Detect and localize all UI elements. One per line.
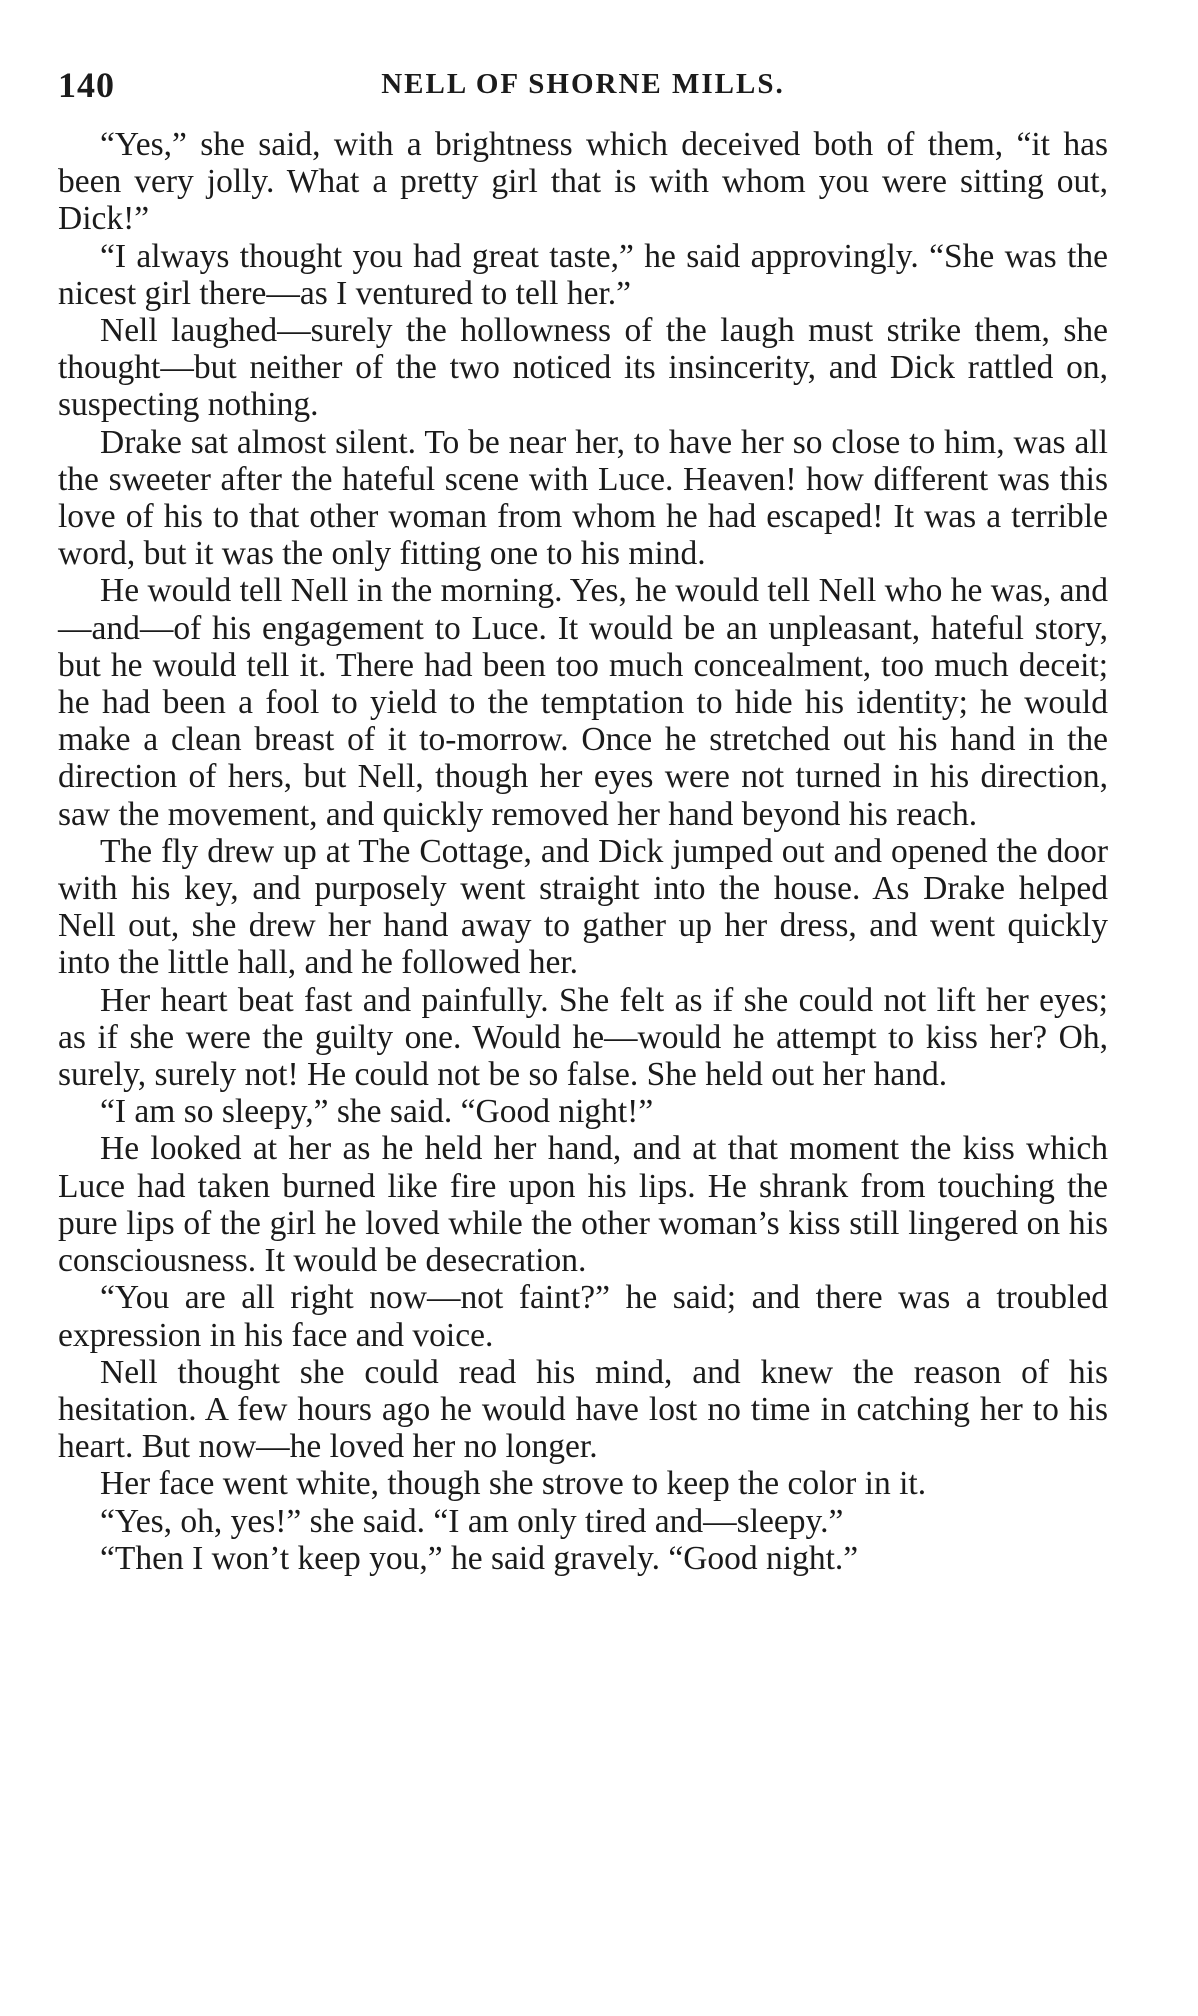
paragraph: “Yes, oh, yes!” she said. “I am only tired and—sleepy.” <box>100 1502 844 1540</box>
paragraph: Nell laughed—surely the hollowness of the laugh must strike them, she thought—but neither of the two noticed its insincerity, and Dick rattled on, suspecting nothing. <box>58 312 1108 424</box>
paragraph: He would tell Nell in the morning. Yes, he would tell Nell who he was, and—and—of his engagement to Luce. It would be an unpleasant, hateful story, but he would tell it. There had been too much concealment, too much deceit; he had been a fool to yield to the temptation to hide his identity; he would make a clean breast of it to-morrow. Once he stretched out his hand in the direction of hers, but Nell, though her eyes were not turned in his direction, saw the movement, and quickly removed her hand beyond his reach. <box>58 572 1108 833</box>
paragraph: “Yes,” she said, with a brightness which deceived both of them, “it has been very jolly. What a pretty girl that is with whom you were sitting out, Dick!” <box>58 126 1108 238</box>
paragraph: The fly drew up at The Cottage, and Dick jumped out and opened the door with his key, and purposely went straight into the house. As Drake helped Nell out, she drew her hand away to gather up her dress, and went quickly into the little hall, and he followed her. <box>58 832 1108 982</box>
paragraph: “I am so sleepy,” she said. “Good night!” <box>100 1093 654 1131</box>
paragraph: He looked at her as he held her hand, and at that moment the kiss which Luce had taken burned like fire upon his lips. He shrank from touching the pure lips of the girl he loved while the other woman’s kiss still lingered on his consciousness. It would be desecration. <box>58 1130 1108 1280</box>
paragraph: “I always thought you had great taste,” he said approvingly. “She was the nicest girl there—as I ventured to tell her.” <box>58 237 1108 312</box>
book-page <box>58 58 1108 1577</box>
body-text <box>58 126 1108 1577</box>
paragraph: “You are all right now—not faint?” he said; and there was a troubled expression in his face and voice. <box>58 1279 1108 1354</box>
page-number: 140 <box>58 65 115 105</box>
running-head <box>58 58 1108 118</box>
paragraph: Drake sat almost silent. To be near her, to have her so close to him, was all the sweeter after the hateful scene with Luce. Heaven! how different was this love of his to that other woman from whom he had escaped! It was a terrible word, but it was the only fitting one to his mind. <box>58 423 1108 573</box>
paragraph: Her heart beat fast and painfully. She felt as if she could not lift her eyes; as if she were the guilty one. Would he—would he attempt to kiss her? Oh, surely, surely not! He could not be so false. She held out her hand. <box>58 981 1108 1094</box>
book-title: NELL OF SHORNE MILLS. <box>381 68 785 100</box>
paragraph: Nell thought she could read his mind, and knew the reason of his hesitation. A few hours ago he would have lost no time in catching her to his heart. But now—he loved her no longer. <box>58 1353 1108 1466</box>
paragraph: Her face went white, though she strove to keep the color in it. <box>100 1465 927 1503</box>
paragraph: “Then I won’t keep you,” he said gravely. “Good night.” <box>100 1539 859 1577</box>
